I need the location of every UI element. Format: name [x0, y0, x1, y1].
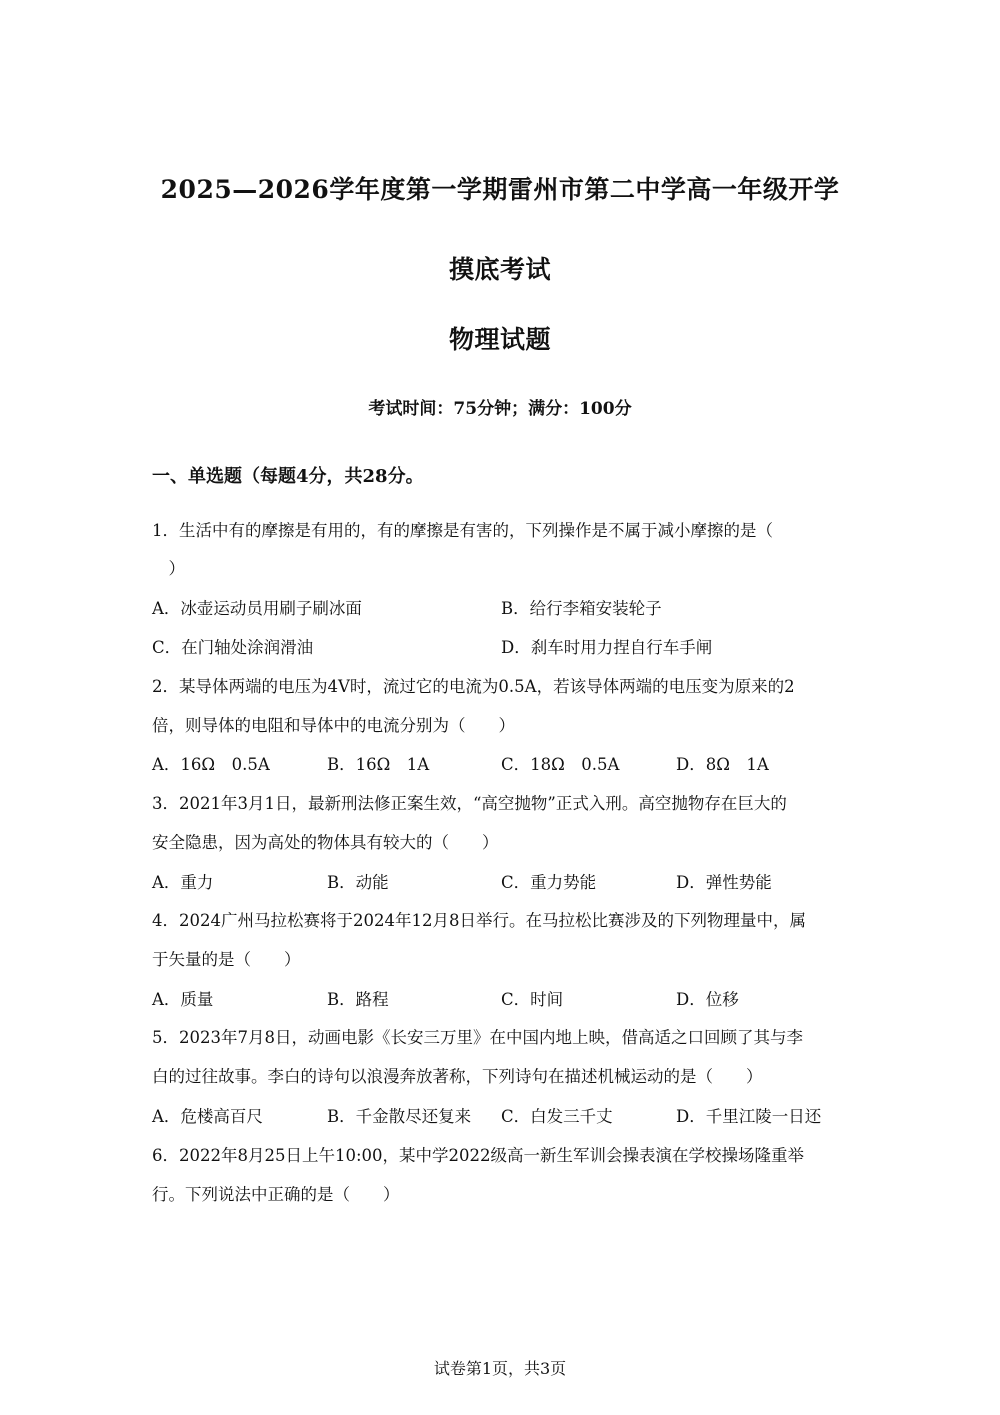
exam-subject: 物理试题 — [448, 325, 551, 354]
question-3-text-line1: 3．2021年3月1日，最新刑法修正案生效，“高空抛物”正式入刑。高空抛物存在巨大的 — [152, 794, 787, 813]
exam-title-line2: 摸底考试 — [448, 255, 551, 284]
question-6-text-line2: 行。下列说法中正确的是（ ） — [152, 1185, 400, 1204]
question-2-option-c: C．18Ω 0.5A — [501, 755, 620, 774]
question-4-text-line2: 于矢量的是（ ） — [152, 950, 301, 969]
question-2-option-b: B．16Ω 1A — [327, 755, 430, 774]
question-1-text-line2: ） — [152, 559, 185, 578]
question-2-text-line1: 2．某导体两端的电压为4V时，流过它的电流为0.5A，若该导体两端的电压变为原来的2 — [152, 677, 795, 696]
question-3-option-a: A．重力 — [152, 873, 214, 892]
question-2-text-line2: 倍，则导体的电阻和导体中的电流分别为（ ） — [152, 716, 515, 735]
question-5-option-a: A．危楼高百尺 — [152, 1107, 263, 1126]
question-1-option-d: D．刹车时用力捏自行车手闸 — [501, 638, 713, 657]
exam-info: 考试时间：75分钟；满分：100分 — [368, 399, 632, 419]
section-heading: 一、单选题（每题4分，共28分。 — [152, 466, 424, 487]
question-5-text-line2: 白的过往故事。李白的诗句以浪漫奔放著称，下列诗句在描述机械运动的是（ ） — [152, 1067, 763, 1086]
question-1-option-c: C．在门轴处涂润滑油 — [152, 638, 314, 657]
question-3-text-line2: 安全隐患，因为高处的物体具有较大的（ ） — [152, 833, 499, 852]
question-4-option-b: B．路程 — [327, 990, 389, 1009]
question-2-option-a: A．16Ω 0.5A — [152, 755, 270, 774]
question-4-option-c: C．时间 — [501, 990, 564, 1009]
question-3-option-c: C．重力势能 — [501, 873, 597, 892]
question-4-option-a: A．质量 — [152, 990, 214, 1009]
question-5-option-d: D．千里江陵一日还 — [676, 1107, 822, 1126]
question-6-text-line1: 6．2022年8月25日上午10:00，某中学2022级高一新生军训会操表演在学校操场隆重举 — [152, 1146, 805, 1165]
question-4-text-line1: 4．2024广州马拉松赛将于2024年12月8日举行。在马拉松比赛涉及的下列物理量中，属 — [152, 911, 806, 930]
exam-title-line1: 2025—2026学年度第一学期雷州市第二中学高一年级开学 — [160, 175, 840, 204]
question-1-option-a: A．冰壶运动员用刷子刷冰面 — [152, 599, 362, 618]
question-4-option-d: D．位移 — [676, 990, 739, 1009]
question-3-option-d: D．弹性势能 — [676, 873, 772, 892]
question-5-option-b: B．千金散尽还复来 — [327, 1107, 472, 1126]
question-5-text-line1: 5．2023年7月8日，动画电影《长安三万里》在中国内地上映，借高适之口回顾了其与李 — [152, 1028, 803, 1047]
question-3-option-b: B．动能 — [327, 873, 389, 892]
question-2-option-d: D．8Ω 1A — [676, 755, 769, 774]
question-1-option-b: B．给行李箱安装轮子 — [501, 599, 662, 618]
page-footer: 试卷第1页，共3页 — [433, 1359, 567, 1378]
question-5-option-c: C．白发三千丈 — [501, 1107, 613, 1126]
question-1-text-line1: 1．生活中有的摩擦是有用的，有的摩擦是有害的，下列操作是不属于减小摩擦的是（ — [152, 521, 773, 540]
